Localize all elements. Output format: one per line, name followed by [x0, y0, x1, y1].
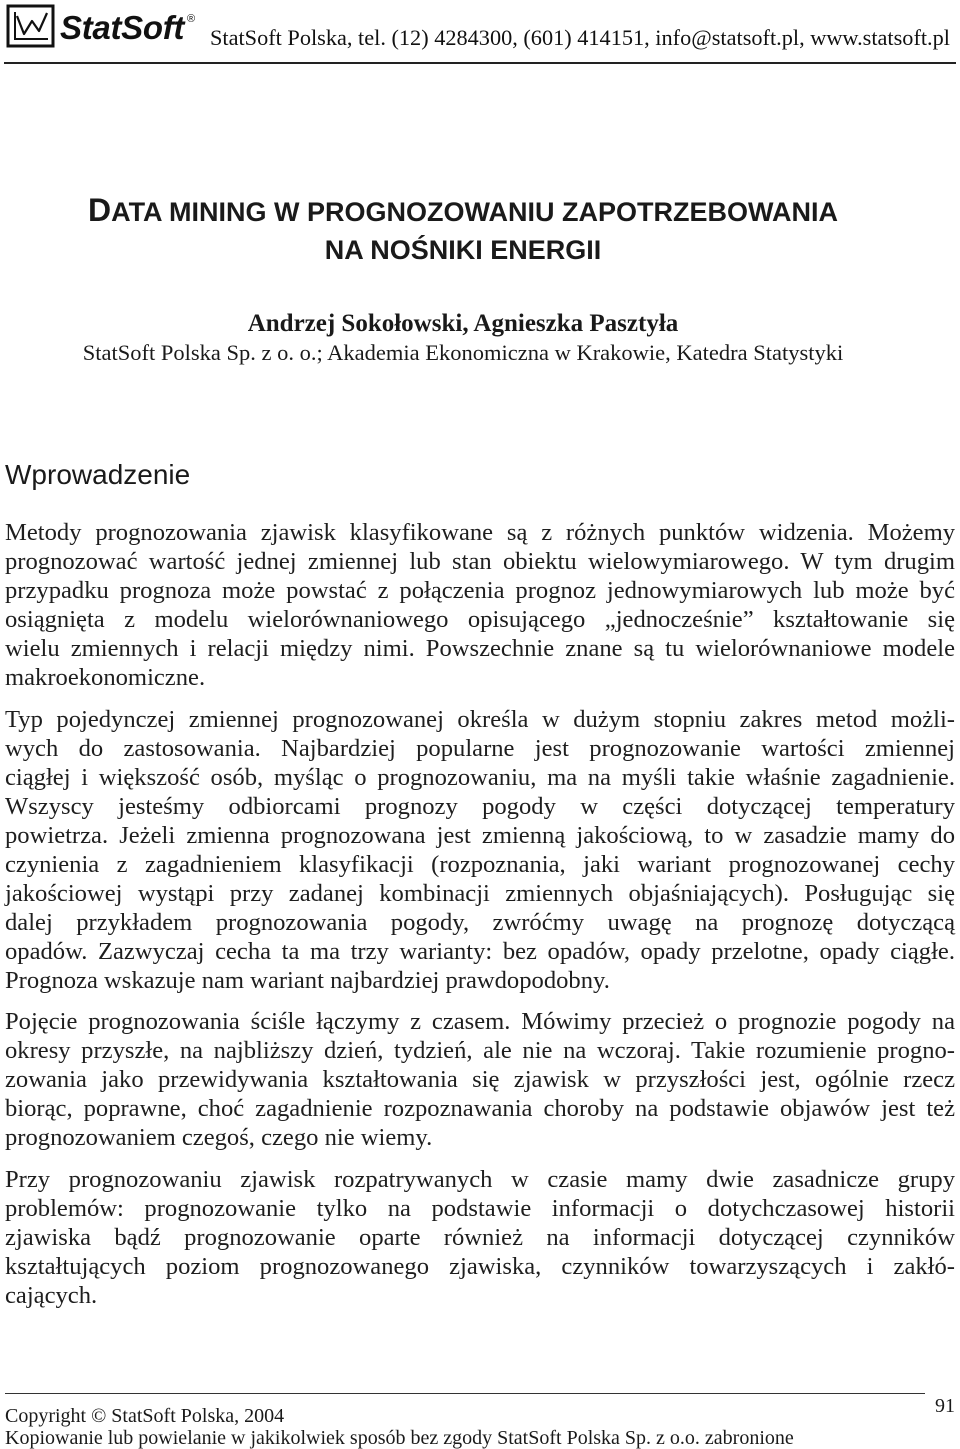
affiliation: StatSoft Polska Sp. z o. o.; Akademia Ekonomiczna w Krakowie, Katedra Statystyki [82, 340, 844, 365]
text-line: Wszyscy jesteśmy odbiorcami prognozy pogody w części dotyczącej temperatury [5, 792, 955, 820]
chart-frame-icon [6, 4, 56, 48]
text-line: wych do zastosowania. Najbardziej popularne jest prognozowanie wartości zmiennej [5, 734, 955, 762]
text-line: Prognoza wskazuje nam wariant najbardziej prawdopodobny. [5, 966, 610, 994]
text-line: powietrza. Jeżeli zmienna prognozowana jest zmienną jakościową, to w zasadzie mamy do [5, 821, 955, 849]
text-line: prognozować wartość jednej zmiennej lub stan obiektu wielowymiarowego. W tym drugim [5, 548, 955, 575]
paragraph [5, 705, 955, 995]
text-line: przypadku prognoza może powstać z połączenia prognoz jednowymiarowych lub może być [5, 577, 955, 604]
text-line: zjawiska bądź prognozowanie oparte również na informacji dotyczącej czynników [5, 1223, 955, 1251]
footer-divider [5, 1393, 925, 1394]
header-divider [4, 62, 956, 64]
paragraph [5, 1165, 955, 1310]
text-line: jakościowej wystąpi przy zadanej kombinacji zmiennych objaśniających). Posługując się [5, 879, 955, 907]
copy-notice: Kopiowanie lub powielanie w jakikolwiek sposób bez zgody StatSoft Polska Sp. z o.o. zabronione [5, 1427, 794, 1449]
text-line: czynienia z zagadnieniem klasyfikacji (rozpoznania, jaki wariant prognozowanej cechy [5, 850, 955, 878]
paragraph [5, 1007, 955, 1152]
logo-text: StatSoft [60, 9, 185, 46]
text-line: Metody prognozowania zjawisk klasyfikowane są z różnych punktów widzenia. Możemy [5, 519, 955, 546]
text-line: osiągnięta z modelu wielorównaniowego opisującego „jednocześnie” kształtowanie się [5, 606, 955, 633]
text-line: okresy przyszłe, na najbliższy dzień, tydzień, ale nie na wczoraj. Takie rozumienie progno- [5, 1037, 955, 1064]
section-heading: Wprowadzenie [5, 459, 191, 490]
text-line: dalej przykładem prognozowania pogody, zwróćmy uwagę na prognozę dotyczącą [5, 908, 955, 936]
title-line-1: DATA MINING W PROGNOZOWANIU ZAPOTRZEBOWANIA [87, 192, 839, 228]
paragraph [5, 518, 955, 692]
registered-mark: ® [187, 13, 196, 25]
text-line: prognozowaniem czegoś, czego nie wiemy. [5, 1124, 433, 1151]
page-number: 91 [935, 1395, 955, 1417]
header-contact: StatSoft Polska, tel. (12) 4284300, (601) 414151, info@statsoft.pl, www.statsoft.pl [210, 25, 950, 50]
text-line: biorąc, poprawne, choć zagadnienie rozpoznawania choroby na podstawie objawów jest też [5, 1095, 955, 1122]
text-line: cających. [5, 1281, 98, 1309]
text-line: kształtujących poziom prognozowanego zjawiska, czynników towarzyszących i zakłó- [5, 1252, 955, 1280]
text-line: wielu zmiennych i relacji między nimi. Powszechnie znane są tu wielorównaniowe modele [5, 635, 955, 662]
text-line: Typ pojedynczej zmiennej prognozowanej określa w dużym stopniu zakres metod możli- [5, 705, 955, 733]
paper-title [5, 190, 921, 270]
text-line: zowania jako przewidywania kształtowania się zjawisk w przyszłości jest, ogólnie rzecz [5, 1066, 955, 1093]
body-text [5, 518, 955, 1322]
text-line: opadów. Zazwyczaj cecha ta ma trzy warianty: bez opadów, opady przelotne, opady ciągłe. [5, 937, 955, 965]
text-line: problemów: prognozowanie tylko na podstawie informacji o dotychczasowej historii [5, 1194, 955, 1222]
text-line: Pojęcie prognozowania ściśle łączymy z czasem. Mówimy przecież o prognozie pogody na [5, 1008, 955, 1035]
text-line: makroekonomiczne. [5, 664, 206, 691]
authors: Andrzej Sokołowski, Agnieszka Pasztyła [247, 310, 679, 337]
copyright: Copyright © StatSoft Polska, 2004 [5, 1405, 285, 1427]
text-line: ciągłej i większość osób, myśląc o prognozowaniu, ma na myśli takie właśnie zagadnienie. [5, 763, 955, 791]
text-line: Przy prognozowaniu zjawisk rozpatrywanych w czasie mamy dwie zasadnicze grupy [5, 1165, 955, 1193]
title-line-2: NA NOŚNIKI ENERGII [324, 235, 602, 265]
